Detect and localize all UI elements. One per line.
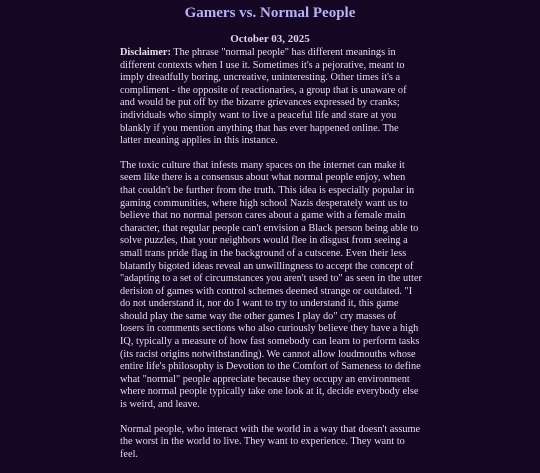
post-title: Gamers vs. Normal People xyxy=(184,5,356,21)
body-paragraph-1: The toxic culture that infests many spaces on the internet can make it seem like there is a consensus about what normal people enjoy, when that couldn't be further from the truth. This idea is especially popular in gaming communities, where high school Nazis desperately want us to believe that no normal person cares about a game with a female main character, that regular people can't envision a Black person being able to solve puzzles, that your neighbors would flee in disgust from seeing a small trans pride flag in the background of a cutscene. Even their less blatantly bigoted ideas reveal an unwillingness to accept the concept of "adapting to a set of circumstances you aren't used to" as seen in the utter derision of games with control schemes deemed strange or outdated. "I do not understand it, nor do I want to try to understand it, this game should play the same way the other games I play do" cry masses of losers in comments sections who also curiously believe they have a high IQ, typically a measure of how fast somebody can learn to perform tasks (its racist origins notwithstanding). We cannot allow loudmouths whose entire life's philosophy is Devotion to the Comfort of Sameness to define what "normal" people appreciate because they occupy an environment where normal people typically take one look at it, decide everybody else is weird, and leave. xyxy=(120,159,422,411)
post-body xyxy=(120,47,422,473)
post-date: October 03, 2025 xyxy=(230,33,310,45)
disclaimer-text: The phrase "normal people" has different meanings in different contexts when I use it. Sometimes it's a pejorative, meant to imply dreadfully boring, uncreative, uninteresting. Other times it's a compliment - the opposite of reactionaries, a group that is unaware of and would be put off by the bizarre grievances expressed by cranks; individuals who simply want to live a peaceful life and stare at you blankly if you mention anything that has ever happened online. The latter meaning applies in this instance. xyxy=(120,47,407,147)
disclaimer-paragraph xyxy=(120,47,422,148)
disclaimer-label: Disclaimer: xyxy=(120,47,171,58)
body-paragraph-2: Normal people, who interact with the world in a way that doesn't assume the worst in the world to live. They want to experience. They want to feel. xyxy=(120,423,421,460)
